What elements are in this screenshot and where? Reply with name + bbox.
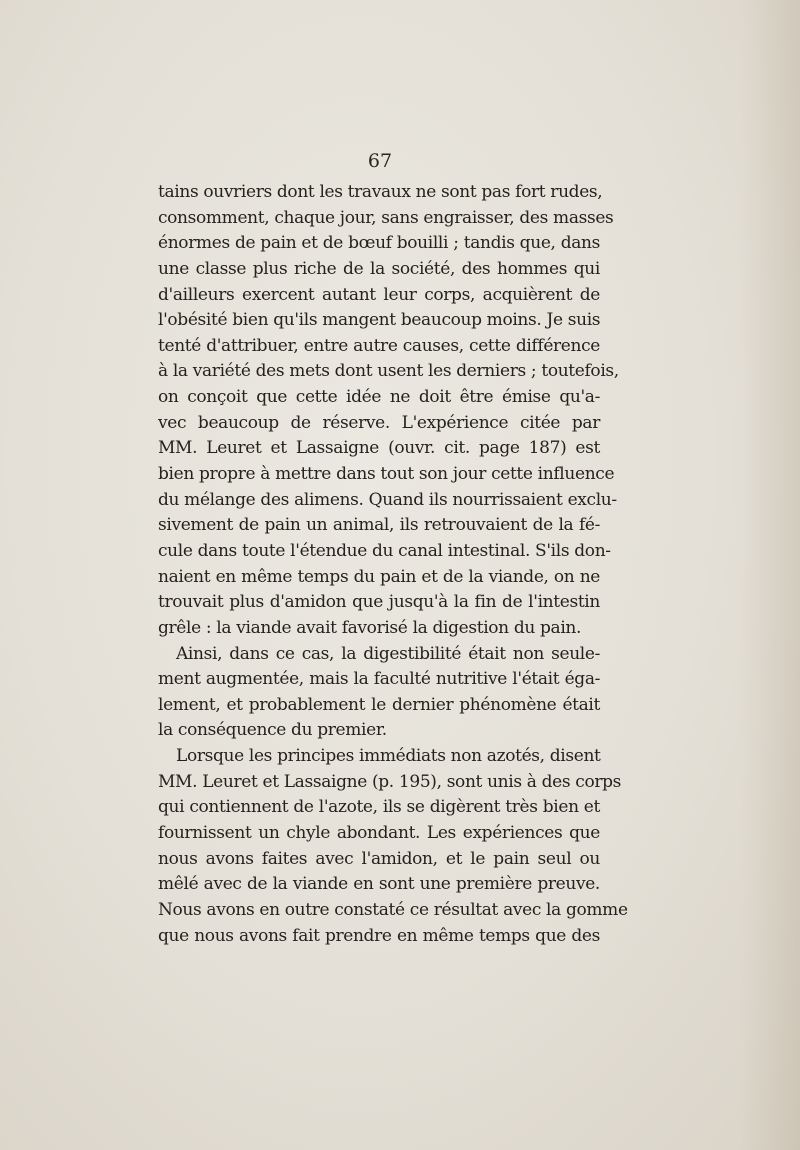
- text-line: consomment, chaque jour, sans engraisser, des masses: [158, 207, 614, 228]
- text-line: mêlé avec de la viande en sont une première preuve.: [158, 874, 600, 895]
- text-line: bien propre à mettre dans tout son jour cette influence: [158, 464, 615, 485]
- page-number: 67: [367, 150, 393, 172]
- text-line: vec beaucoup de réserve. L'expérience citée par: [158, 412, 600, 433]
- text-line: tenté d'attribuer, entre autre causes, cette différence: [158, 335, 600, 356]
- text-line: lement, et probablement le dernier phénomène était: [158, 694, 600, 715]
- text-line: trouvait plus d'amidon que jusqu'à la fin de l'intestin: [158, 592, 600, 613]
- body-text: [158, 180, 628, 949]
- text-line: du mélange des alimens. Quand ils nourrissaient exclu-: [158, 489, 617, 510]
- text-line: tains ouvriers dont les travaux ne sont pas fort rudes,: [158, 182, 603, 202]
- text-line: naient en même temps du pain et de la viande, on ne: [158, 566, 600, 587]
- text-line: d'ailleurs exercent autant leur corps, acquièrent de: [158, 284, 600, 305]
- text-line: la conséquence du premier.: [158, 720, 387, 741]
- text-line: énormes de pain et de bœuf bouilli ; tandis que, dans: [158, 233, 600, 254]
- text-line: une classe plus riche de la société, des hommes qui: [158, 258, 600, 279]
- text-line: que nous avons fait prendre en même temps que des: [158, 925, 600, 946]
- text-line: sivement de pain un animal, ils retrouvaient de la fé-: [158, 515, 600, 536]
- text-line: ment augmentée, mais la faculté nutritive l'était éga-: [158, 669, 600, 690]
- text-line: MM. Leuret et Lassaigne (ouvr. cit. page 187) est: [158, 438, 600, 459]
- text-line: MM. Leuret et Lassaigne (p. 195), sont unis à des corps: [158, 771, 622, 792]
- text-line: fournissent un chyle abondant. Les expériences que: [158, 823, 600, 844]
- text-line: qui contiennent de l'azote, ils se digèrent très bien et: [158, 797, 600, 818]
- text-line: l'obésité bien qu'ils mangent beaucoup moins. Je suis: [158, 310, 601, 331]
- text-line: Ainsi, dans ce cas, la digestibilité était non seule-: [176, 643, 600, 664]
- text-line: Nous avons en outre constaté ce résultat avec la gomme: [158, 899, 628, 920]
- text-line: cule dans toute l'étendue du canal intestinal. S'ils don-: [158, 540, 611, 561]
- text-line: à la variété des mets dont usent les derniers ; toutefois,: [158, 361, 619, 382]
- text-line: nous avons faites avec l'amidon, et le pain seul ou: [158, 848, 600, 869]
- text-line: grêle : la viande avait favorisé la digestion du pain.: [158, 617, 582, 638]
- text-line: on conçoit que cette idée ne doit être émise qu'a-: [158, 387, 600, 408]
- text-line: Lorsque les principes immédiats non azotés, disent: [176, 746, 601, 767]
